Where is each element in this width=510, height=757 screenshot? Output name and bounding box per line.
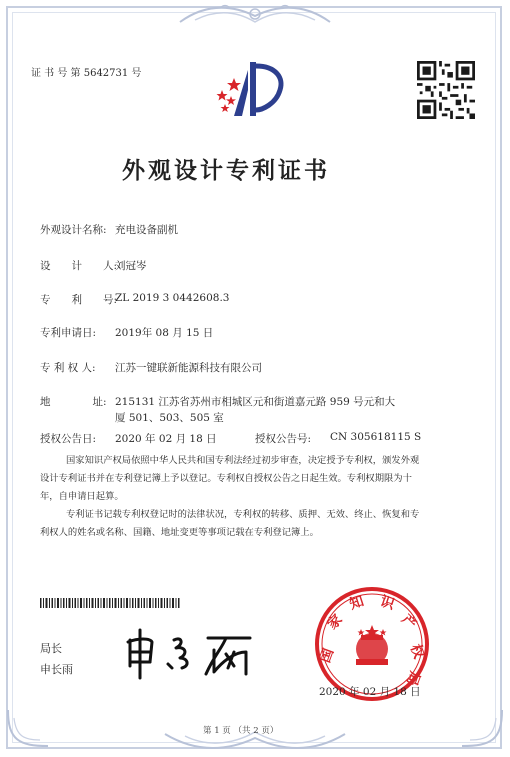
patentee-value: 江苏一键联新能源科技有限公司 bbox=[115, 362, 262, 374]
grant-statement-line-2: 设计专利证书并在专利登记簿上予以登记。专利权自授权公告之日起生效。专利权期限为十 bbox=[40, 473, 412, 484]
designer-value: 刘冠岑 bbox=[115, 260, 147, 272]
handwritten-signature bbox=[122, 622, 262, 682]
address-line-2: 厦 501、503、505 室 bbox=[115, 412, 224, 424]
grant-statement-line-1: 国家知识产权局依照中华人民共和国专利法经过初步审查，决定授予专利权，颁发外观 bbox=[66, 455, 420, 466]
design-name-value: 充电设备副机 bbox=[115, 224, 178, 236]
certificate-number: 证 书 号 第 5642731 号 bbox=[31, 68, 142, 79]
svg-text:局: 局 bbox=[402, 669, 423, 688]
patent-number-label: 专 利 号: bbox=[40, 294, 118, 306]
barcode bbox=[40, 598, 180, 608]
address-line-1: 215131 江苏省苏州市相城区元和街道嘉元路 959 号元和大 bbox=[115, 396, 396, 408]
svg-text:国: 国 bbox=[317, 646, 338, 665]
page-title: 外观设计专利证书 bbox=[122, 157, 330, 184]
address-label: 地 址: bbox=[40, 396, 107, 408]
svg-text:家: 家 bbox=[324, 611, 346, 633]
patentee-label: 专 利 权 人: bbox=[40, 362, 96, 374]
corner-ornament-bl bbox=[4, 700, 54, 750]
svg-text:产: 产 bbox=[398, 611, 420, 633]
seal-date: 2020 年 02 月 18 日 bbox=[319, 686, 421, 698]
corner-ornament-br bbox=[456, 700, 506, 750]
svg-text:权: 权 bbox=[406, 642, 427, 661]
signatory-name: 申长雨 bbox=[40, 663, 73, 676]
top-ornament bbox=[175, 2, 335, 28]
filing-date-value: 2019年 08 月 15 日 bbox=[115, 327, 214, 339]
svg-text:知: 知 bbox=[347, 593, 366, 613]
patent-office-logo bbox=[210, 60, 288, 122]
design-name-label: 外观设计名称: bbox=[40, 224, 107, 236]
page-footer: 第 1 页 （共 2 页） bbox=[203, 726, 279, 736]
grant-statement-line-3: 年，自申请日起算。 bbox=[40, 491, 124, 502]
grant-number-value: CN 305618115 S bbox=[330, 431, 422, 443]
qr-code bbox=[417, 61, 475, 119]
legal-status-line-2: 利权人的姓名或名称、国籍、地址变更等事项记载在专利登记簿上。 bbox=[40, 527, 319, 538]
filing-date-label: 专利申请日: bbox=[40, 327, 97, 339]
legal-status-line-1: 专利证书记载专利权登记时的法律状况，专利权的转移、质押、无效、终止、恢复和专 bbox=[66, 509, 420, 520]
grant-date-value: 2020 年 02 月 18 日 bbox=[115, 433, 217, 445]
grant-number-label: 授权公告号: bbox=[255, 433, 312, 445]
grant-date-label: 授权公告日: bbox=[40, 433, 97, 445]
svg-text:识: 识 bbox=[378, 593, 397, 613]
signatory-title: 局长 bbox=[40, 642, 62, 655]
designer-label: 设 计 人: bbox=[40, 260, 118, 272]
patent-number-value: ZL 2019 3 0442608.3 bbox=[115, 292, 230, 304]
